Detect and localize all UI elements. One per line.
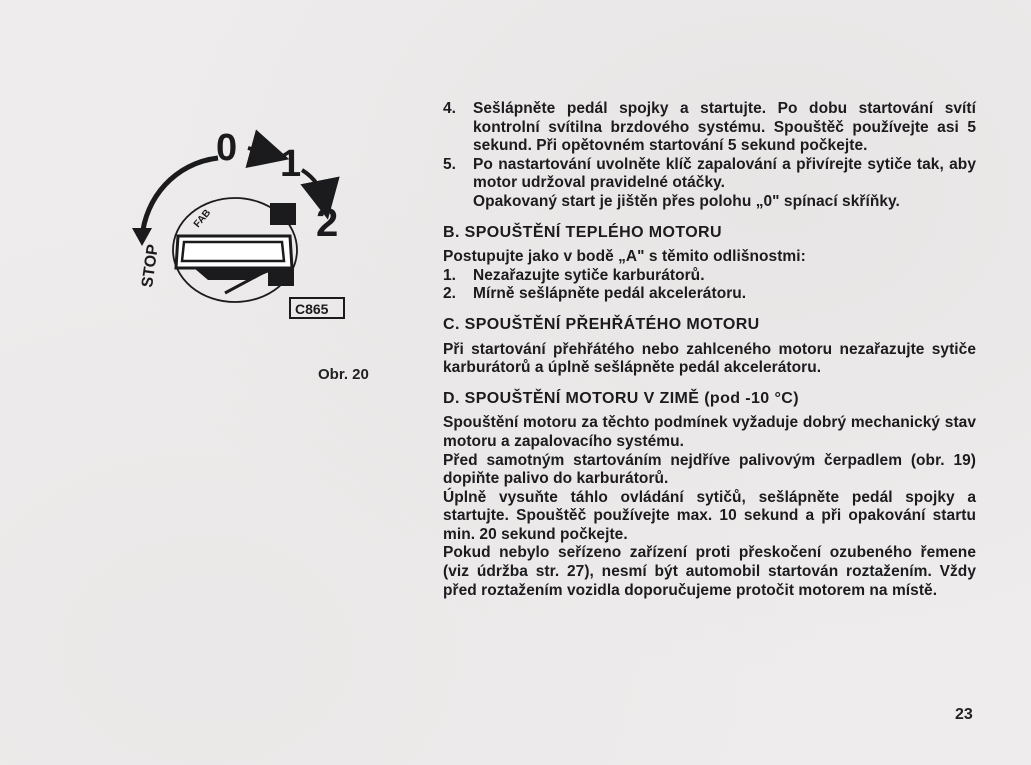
- fab-label: FAB: [191, 207, 214, 230]
- list-item-text: Po nastartování uvolněte klíč zapalování a přivírejte sytiče tak, aby motor udržoval pravidelné otáčky.: [473, 155, 976, 192]
- position-2-label: 2: [316, 201, 339, 245]
- section-d-paragraph: Spouštění motoru za těchto podmínek vyžaduje dobrý mechanický stav motoru a zapalovacího systému.: [443, 414, 976, 450]
- section-c-text: Při startování přehřátého nebo zahlceného motoru nezařazujte sytiče karburátorů a úplně sešlápněte pedál akcelerátoru.: [443, 340, 976, 377]
- section-c-heading: C. SPOUŠTĚNÍ PŘEHŘÁTÉHO MOTORU: [443, 315, 760, 333]
- figure-code: C865: [295, 301, 329, 317]
- arrow-0-to-1-icon: [248, 148, 270, 154]
- section-b-heading: B. SPOUŠTĚNÍ TEPLÉHO MOTORU: [443, 223, 722, 241]
- list-item-number: 2.: [443, 285, 457, 303]
- ignition-key-icon: [173, 198, 297, 302]
- list-item: [443, 267, 976, 286]
- ignition-switch-figure: [130, 118, 360, 333]
- list-item: [443, 285, 976, 304]
- section-d-paragraph: Úplně vysuňte táhlo ovládání sytičů, sešlápněte pedál spojky a startujte. Spouštěč používejte max. 10 sekund a při opakování startu min. 20 sekund počkejte.: [443, 488, 976, 543]
- list-item-number: 5.: [443, 155, 457, 173]
- list-item-number: 1.: [443, 266, 457, 284]
- list-item: [443, 156, 976, 193]
- figure-caption: Obr. 20: [318, 366, 369, 383]
- restart-note: Opakovaný start je jištěn přes polohu „0" spínací skříňky.: [473, 192, 900, 210]
- stop-label: STOP: [139, 243, 162, 289]
- section-d-paragraph: Pokud nebylo seřízeno zařízení proti přeskočení ozubeného řemene (viz údržba str. 27), nesmí být automobil startován roztažením. Vždy před roztažením vozidla doporučujeme protočit motorem na místě.: [443, 544, 976, 599]
- section-b-intro: Postupujte jako v bodě „A" s těmito odlišnostmi:: [443, 248, 806, 266]
- position-0-label: 0: [216, 127, 238, 169]
- list-item-text: Sešlápněte pedál spojky a startujte. Po dobu startování svítí kontrolní svítilna brzdového systému. Spouštěč používejte asi 5 sekund. Při opětovném startování 5 sekund počkejte.: [473, 100, 976, 155]
- page-number: 23: [955, 706, 973, 723]
- section-d-paragraph: Před samotným startováním nejdříve palivovým čerpadlem (obr. 19) dopiňte palivo do karburátorů.: [443, 451, 976, 488]
- main-text-column: [443, 100, 976, 600]
- list-item-text: Mírně sešlápněte pedál akcelerátoru.: [473, 285, 747, 303]
- rotation-arc-icon: [132, 158, 218, 246]
- position-1-label: 1: [280, 143, 302, 185]
- section-d-heading: D. SPOUŠTĚNÍ MOTORU V ZIMĚ (pod -10 °C): [443, 389, 799, 407]
- list-item: [443, 100, 976, 156]
- list-item-number: 4.: [443, 100, 457, 117]
- list-item-text: Nezařazujte sytiče karburátorů.: [473, 266, 705, 284]
- arrow-1-to-2-icon: [302, 170, 324, 200]
